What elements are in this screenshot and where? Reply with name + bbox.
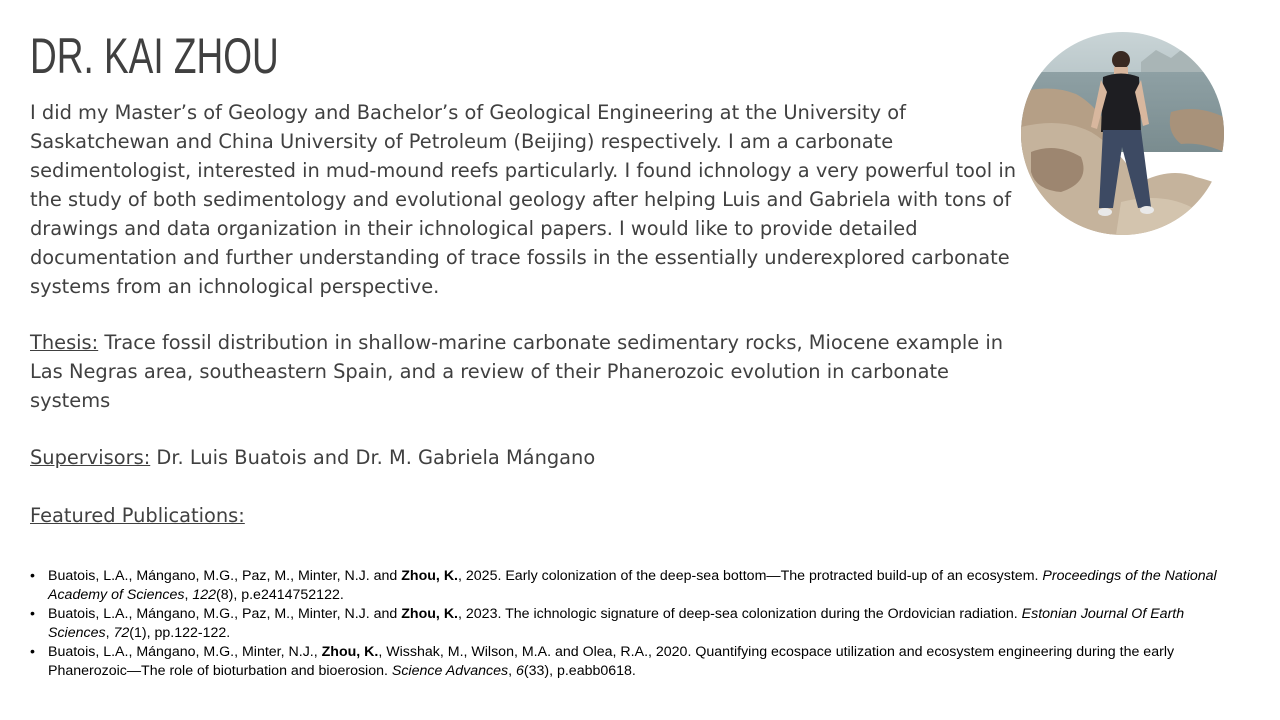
page-title: DR. KAI ZHOU bbox=[30, 28, 279, 84]
thesis-text: Trace fossil distribution in shallow-marine carbonate sedimentary rocks, Miocene example in Las Negras area, southeastern Spain, and a review of their Phanerozoic evolution in carbonate systems bbox=[30, 331, 1004, 412]
supervisors-label: Supervisors: bbox=[30, 446, 151, 469]
publication-item: • Buatois, L.A., Mángano, M.G., Paz, M., Minter, N.J. and Zhou, K., 2023. The ichnologic signature of deep-sea colonization during the Ordovician radiation. Estonian Journal Of Earth Sciences, 72(1), pp.122-122. bbox=[30, 605, 1230, 643]
publication-item: • Buatois, L.A., Mángano, M.G., Minter, N.J., Zhou, K., Wisshak, M., Wilson, M.A. and Olea, R.A., 2020. Quantifying ecospace utilization and ecosystem engineering during the early Phanerozoic—The role of bioturbation and bioerosion. Science Advances, 6(33), p.eabb0618. bbox=[30, 643, 1230, 681]
thesis-label: Thesis: bbox=[30, 331, 99, 354]
publication-item: • Buatois, L.A., Mángano, M.G., Paz, M., Minter, N.J. and Zhou, K., 2025. Early colonization of the deep-sea bottom—The protracted build-up of an ecosystem. Proceedings of the National Academy of Sciences, 122(8), p.e2414752122. bbox=[30, 567, 1230, 605]
publication-list bbox=[30, 567, 1230, 681]
bio-paragraph: I did my Master’s of Geology and Bachelor’s of Geological Engineering at the University of Saskatchewan and China University of Petroleum (Beijing) respectively. I am a carbonate sedimentologist, interested in mud-mound reefs particularly. I found ichnology a very powerful tool in the study of both sedimentology and evolutional geology after helping Luis and Gabriela with tons of drawings and data organization in their ichnological papers. I would like to provide detailed documentation and further understanding of trace fossils in the essentially underexplored carbonate systems from an ichnological perspective. bbox=[30, 101, 1017, 298]
thesis-paragraph bbox=[30, 328, 1030, 415]
profile-photo bbox=[1021, 32, 1224, 235]
featured-publications-heading: Featured Publications: bbox=[30, 504, 245, 527]
supervisors-text: Dr. Luis Buatois and Dr. M. Gabriela Mángano bbox=[150, 446, 596, 469]
supervisors-paragraph bbox=[30, 443, 1030, 472]
